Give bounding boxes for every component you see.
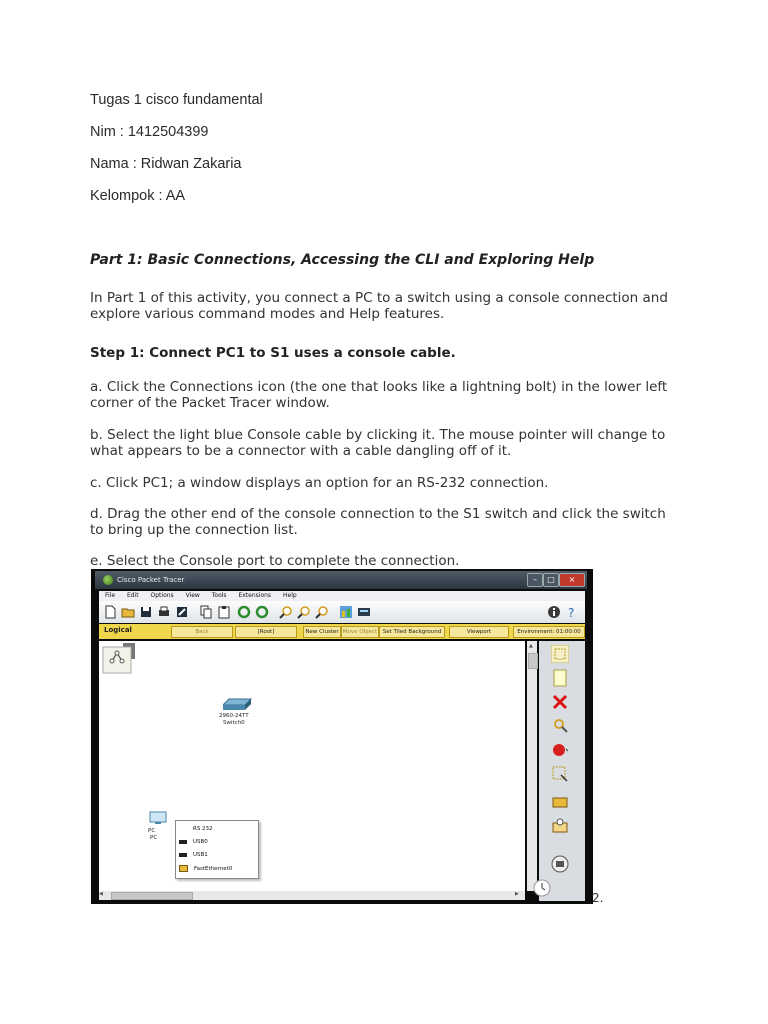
minimize-icon[interactable]: – [527, 573, 543, 587]
part-title: Part 1: Basic Connections, Accessing the CLI and Exploring Help [90, 252, 595, 268]
port-option-rs232[interactable] [179, 826, 213, 832]
custom-device-icon[interactable] [357, 605, 371, 619]
window-title: Cisco Packet Tracer [117, 576, 185, 584]
inspect-icon[interactable] [551, 717, 569, 735]
port-option-label: USB0 [193, 839, 208, 845]
connection-port-menu [175, 820, 259, 879]
step-d: d. Drag the other end of the console connection to the S1 switch and click the switch to bring up the connection list. [90, 506, 666, 538]
help-icon[interactable] [565, 605, 579, 619]
menu-options[interactable]: Options [150, 592, 174, 599]
undo-icon[interactable] [237, 605, 251, 619]
select-tool-icon[interactable] [551, 645, 569, 663]
menu-view[interactable]: View [185, 592, 200, 599]
cluster-icon[interactable] [101, 643, 141, 675]
scroll-left-icon[interactable]: ◀ [99, 891, 103, 897]
place-note-icon[interactable] [551, 669, 569, 687]
open-folder-icon[interactable] [121, 605, 135, 619]
horizontal-scroll-thumb[interactable] [111, 892, 193, 900]
header-title: Tugas 1 cisco fundamental [90, 92, 263, 108]
new-file-icon[interactable] [103, 605, 117, 619]
header-name: Nama : Ridwan Zakaria [90, 156, 242, 172]
svg-text:?: ? [568, 606, 575, 619]
redo-icon[interactable] [255, 605, 269, 619]
pc-label: PC [148, 828, 156, 834]
port-option-label: RS 232 [193, 826, 213, 832]
print-icon[interactable] [157, 605, 171, 619]
info-icon[interactable] [547, 605, 561, 619]
step-a: a. Click the Connections icon (the one that looks like a lightning bolt) in the lower left corner of the Packet Tracer window. [90, 379, 668, 411]
step-e: e. Select the Console port to complete the connection. [90, 553, 460, 569]
add-simple-pdu-icon[interactable] [551, 793, 569, 811]
realtime-mode-icon[interactable] [551, 855, 569, 873]
save-icon[interactable] [139, 605, 153, 619]
trailing-number: 2. [592, 891, 604, 905]
add-complex-pdu-icon[interactable] [551, 817, 569, 835]
delete-icon[interactable] [551, 693, 569, 711]
menu-tools[interactable]: Tools [211, 592, 227, 599]
switch-icon[interactable] [223, 697, 253, 711]
packet-tracer-app-icon [103, 575, 113, 585]
switch-name-label: Switch0 [223, 720, 245, 726]
workspace-bar [99, 624, 585, 639]
zoom-in-icon[interactable] [279, 605, 293, 619]
ethernet-port-icon [179, 865, 188, 872]
vertical-scrollbar[interactable] [527, 641, 537, 891]
packet-tracer-screenshot [91, 569, 593, 904]
viewport-button[interactable]: Viewport [449, 626, 509, 638]
palette-icon[interactable] [339, 605, 353, 619]
maximize-icon[interactable]: □ [543, 573, 559, 587]
port-option-label: USB1 [193, 852, 208, 858]
copy-icon[interactable] [199, 605, 213, 619]
port-option-usb1[interactable] [179, 852, 208, 858]
scroll-up-icon[interactable]: ▲ [529, 643, 533, 649]
zoom-out-icon[interactable] [315, 605, 329, 619]
common-tools-panel [539, 641, 585, 901]
menu-edit[interactable]: Edit [126, 592, 139, 599]
root-button[interactable]: [Root] [235, 626, 297, 638]
port-option-fastethernet0[interactable] [179, 865, 232, 872]
environment-button[interactable]: Environment: 01:00:00 [513, 626, 585, 638]
menu-file[interactable]: File [105, 592, 116, 599]
menu-help[interactable]: Help [282, 592, 297, 599]
header-group: Kelompok : AA [90, 188, 186, 204]
main-toolbar [99, 601, 585, 623]
pc-label-second-line: PC [150, 835, 158, 841]
close-icon[interactable]: × [559, 573, 585, 587]
port-option-label: FastEthernet0 [194, 866, 233, 872]
header-nim: Nim : 1412504399 [90, 124, 209, 140]
step-title: Step 1: Connect PC1 to S1 uses a console cable. [90, 345, 456, 361]
logical-workspace-label[interactable]: Logical [104, 626, 132, 634]
zoom-reset-icon[interactable] [297, 605, 311, 619]
horizontal-scrollbar[interactable] [99, 891, 525, 900]
usb-port-icon [179, 840, 187, 844]
intro-paragraph: In Part 1 of this activity, you connect a PC to a switch using a console connection and explore various command modes and Help features. [90, 290, 668, 322]
usb-port-icon [179, 853, 187, 857]
back-button[interactable]: Back [171, 626, 233, 638]
activity-wizard-icon[interactable] [175, 605, 189, 619]
scroll-right-icon[interactable]: ▶ [515, 891, 519, 897]
draw-shape-icon[interactable] [551, 741, 569, 759]
port-option-usb0[interactable] [179, 839, 208, 845]
move-object-button[interactable]: Move Object [341, 626, 379, 638]
step-b: b. Select the light blue Console cable by clicking it. The mouse pointer will change to what appears to be a connector with a cable dangling off of it. [90, 427, 666, 459]
resize-shape-icon[interactable] [551, 765, 569, 783]
clock-icon[interactable] [533, 879, 551, 897]
set-tiled-background-button[interactable]: Set Tiled Background [379, 626, 445, 638]
menu-bar [99, 591, 585, 601]
pc-icon[interactable] [149, 811, 167, 825]
new-cluster-button[interactable]: New Cluster [303, 626, 341, 638]
vertical-scroll-thumb[interactable] [528, 653, 538, 669]
logical-canvas[interactable] [99, 641, 525, 891]
window-titlebar [95, 571, 587, 589]
menu-extensions[interactable]: Extensions [238, 592, 272, 599]
step-c: c. Click PC1; a window displays an option for an RS-232 connection. [90, 475, 549, 491]
switch-model-label: 2960-24TT [219, 713, 249, 719]
paste-icon[interactable] [217, 605, 231, 619]
